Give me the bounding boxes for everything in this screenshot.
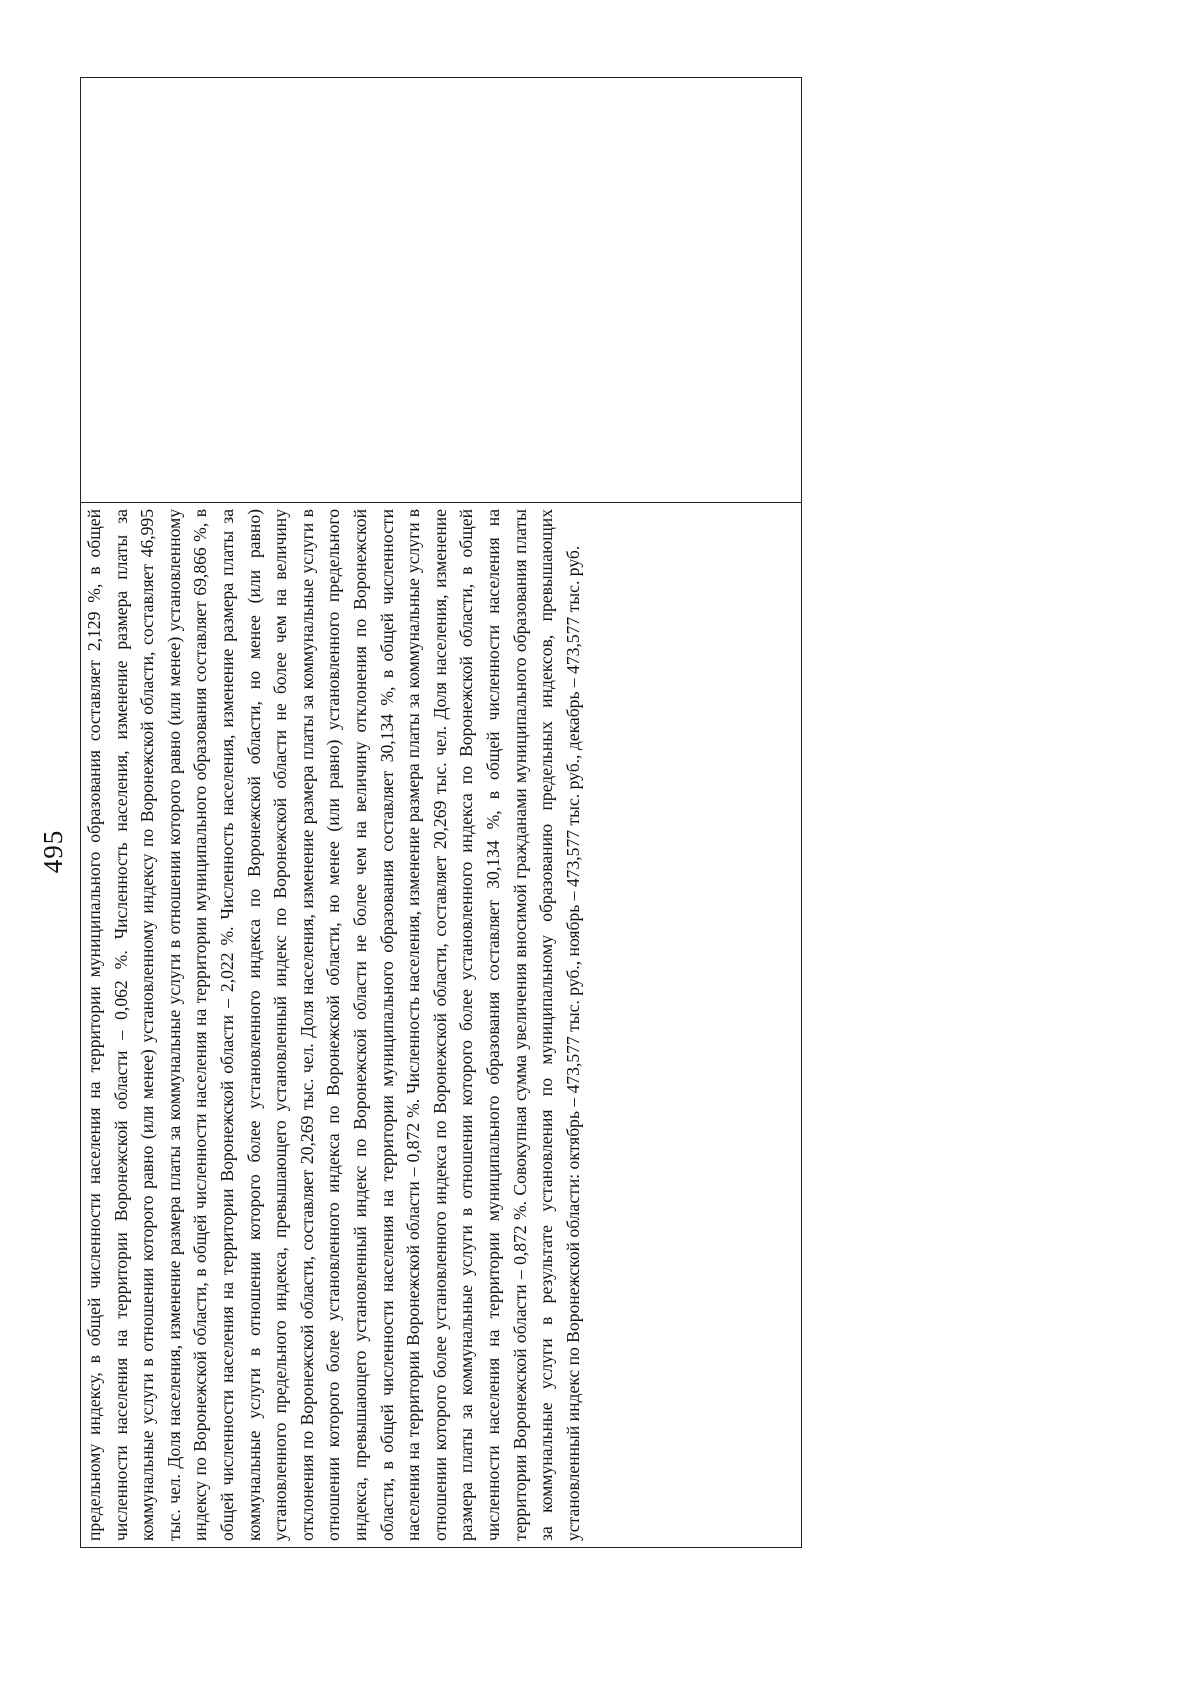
table-row-continuation	[81, 78, 802, 1548]
continuation-name-cell	[81, 78, 802, 503]
page-number: 495	[38, 829, 68, 874]
continuation-text: предельному индексу, в общей численности населения на территории муниципального образования составляет 2,129 %, в общей численности населения на территории Воронежской области – 0,062 %. Численность населения, изменение размера платы за коммунальные услуги в отношении которого равно (или менее) установленному индексу по Воронежской области, составляет 46,995 тыс. чел. Доля населения, изменение размера платы за коммунальные услуги в отношении которого равно (или менее) установленному индексу по Воронежской области, в общей численности населения на территории муниципального образования составляет 69,866 %, в общей численности населения на территории Воронежской области – 2,022 %. Численность населения, изменение размера платы за коммунальные услуги в отношении которого более установленного индекса по Воронежской области, но менее (или равно) установленного предельного индекса, превышающего установленный индекс по Воронежской области не более чем на величину отклонения по Воронежской области, составляет 20,269 тыс. чел. Доля населения, изменение размера платы за коммунальные услуги в отношении которого более установленного индекса по Воронежской области, но менее (или равно) установленного предельного индекса, превышающего установленный индекс по Воронежской области не более чем на величину отклонения по Воронежской области, в общей численности населения на территории муниципального образования составляет 30,134 %, в общей численности населения на территории Воронежской области – 0,872 %. Численность населения, изменение размера платы за коммунальные услуги в отношении которого более установленного индекса по Воронежской области, составляет 20,269 тыс. чел. Доля населения, изменение размера платы за коммунальные услуги в отношении которого более установленного индекса по Воронежской области, в общей численности населения на территории муниципального образования составляет 30,134 %, в общей численности населения на территории Воронежской области – 0,872 %. Совокупная сумма увеличения вносимой гражданами муниципального образования платы за коммунальные услуги в результате установления по муниципальному образованию предельных индексов, превышающих установленный индекс по Воронежской области: октябрь – 473,577 тыс. руб., ноябрь – 473,577 тыс. руб., декабрь – 473,577 тыс. руб.	[84, 509, 583, 1541]
municipal-index-table	[80, 77, 802, 1548]
continuation-text-cell	[81, 503, 802, 1548]
